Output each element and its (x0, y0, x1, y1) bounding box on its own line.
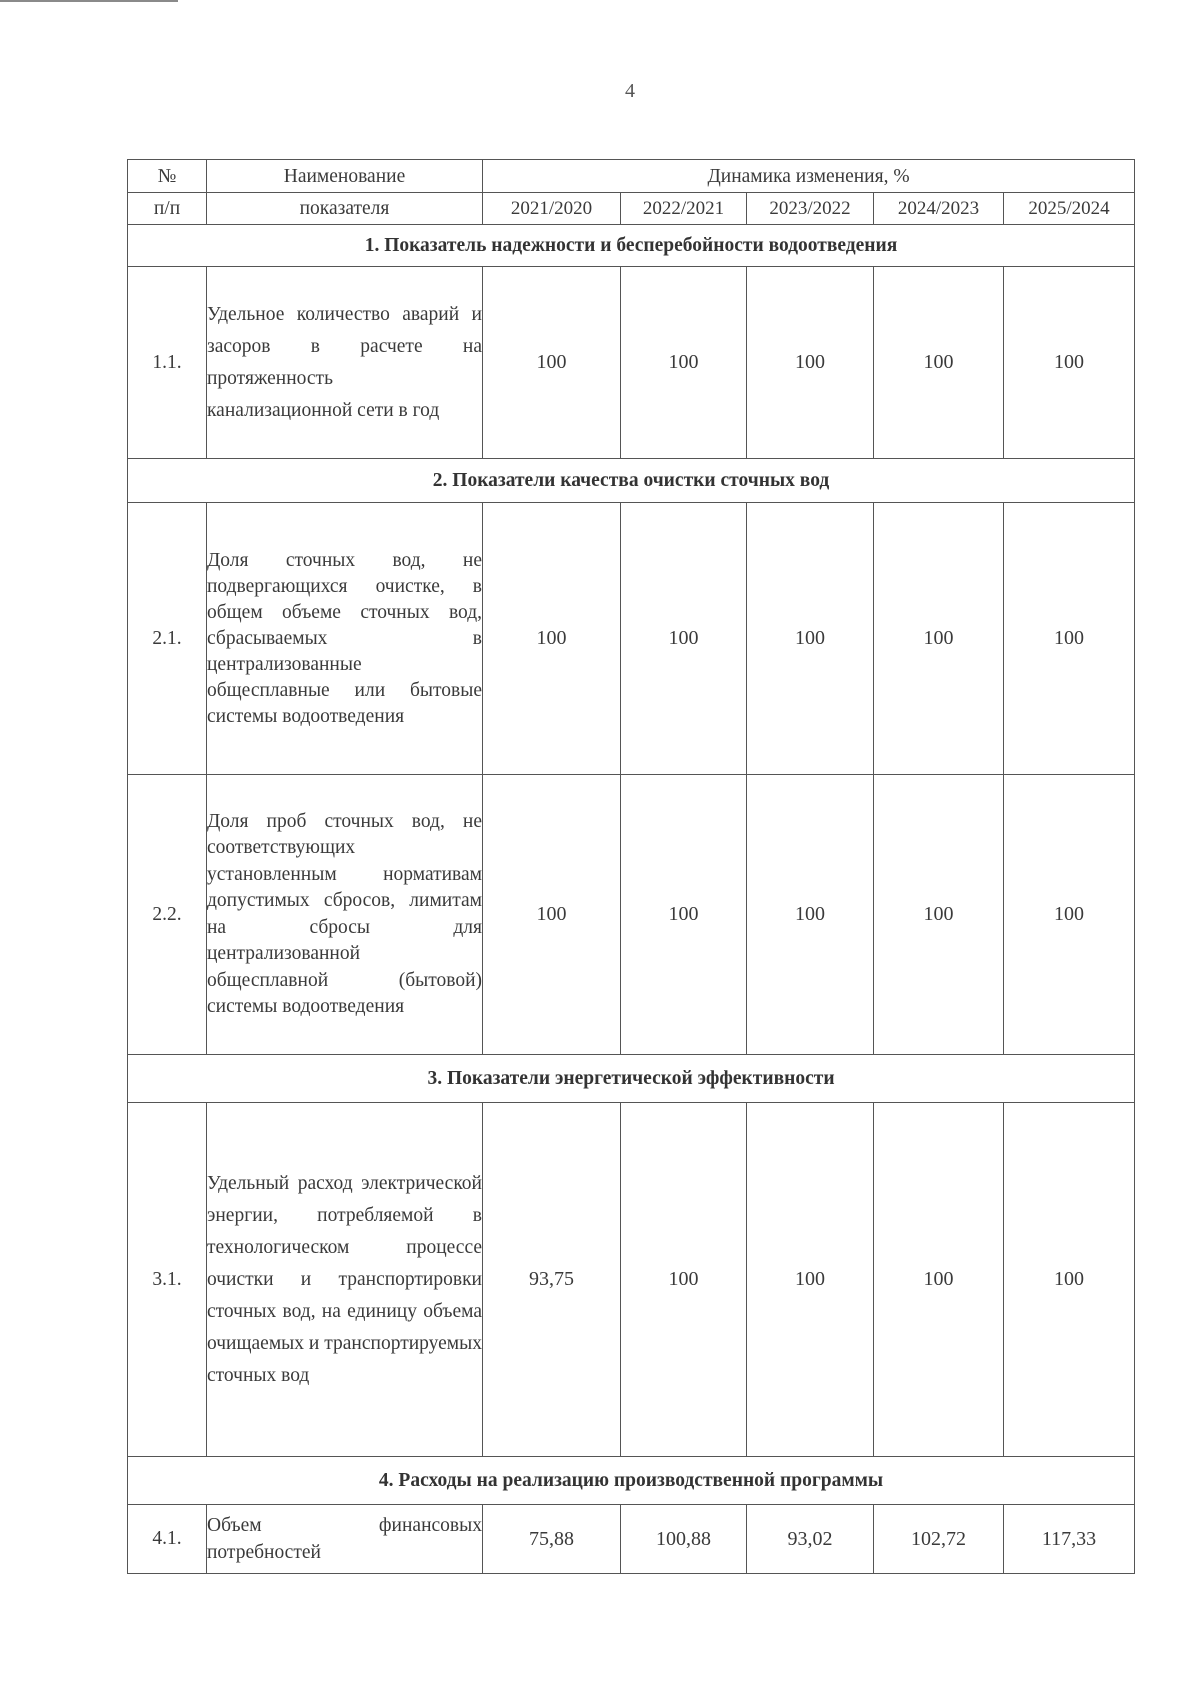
dynamics-value: 100 (747, 775, 874, 1055)
dynamics-value: 100 (874, 267, 1004, 459)
dynamics-value: 100 (483, 503, 621, 775)
indicator-name: Удельный расход электрической энергии, потребляемой в технологическом процессе очистки и транспортировки сточных вод, на единицу объема очищаемых и транспортируемых сточных вод (207, 1172, 482, 1386)
dynamics-value: 100 (621, 775, 747, 1055)
table-row (128, 503, 1135, 775)
header-name: Наименование (207, 160, 483, 193)
section-title: 3. Показатели энергетической эффективности (128, 1055, 1135, 1103)
dynamics-value: 93,02 (747, 1505, 874, 1574)
header-year: 2021/2020 (483, 193, 621, 225)
dynamics-value: 100,88 (621, 1505, 747, 1574)
section-row (128, 459, 1135, 503)
header-num: № (128, 160, 207, 193)
table-row (128, 1103, 1135, 1457)
dynamics-value: 100 (747, 503, 874, 775)
dynamics-value: 100 (621, 1103, 747, 1457)
dynamics-value: 102,72 (874, 1505, 1004, 1574)
dynamics-value: 100 (483, 775, 621, 1055)
section-title: 4. Расходы на реализацию производственной программы (128, 1457, 1135, 1505)
header-year: 2025/2024 (1004, 193, 1135, 225)
dynamics-value: 93,75 (483, 1103, 621, 1457)
table-row (128, 267, 1135, 459)
indicator-name: Доля сточных вод, не подвергающихся очистке, в общем объеме сточных вод, сбрасываемых в централизованные общесплавные или бытовые системы водоотведения (207, 549, 482, 727)
row-number: 4.1. (128, 1505, 207, 1574)
header-dynamics: Динамика изменения, % (483, 160, 1135, 193)
dynamics-value: 117,33 (1004, 1505, 1135, 1574)
header-year: 2023/2022 (747, 193, 874, 225)
dynamics-value: 100 (874, 775, 1004, 1055)
indicator-name: Объем финансовых потребностей (207, 1515, 482, 1563)
indicator-name-cell (207, 775, 483, 1055)
section-row (128, 1457, 1135, 1505)
row-number: 2.1. (128, 503, 207, 775)
table-row (128, 1505, 1135, 1574)
dynamics-value: 100 (1004, 1103, 1135, 1457)
dynamics-value: 100 (621, 267, 747, 459)
section-row (128, 225, 1135, 267)
indicator-name: Доля проб сточных вод, не соответствующих установленным нормативам допустимых сбросов, лимитам на сбросы для централизованной общесплавной (бытовой) системы водоотведения (207, 810, 482, 1017)
indicator-name-cell (207, 503, 483, 775)
row-number: 2.2. (128, 775, 207, 1055)
indicator-name-cell (207, 1103, 483, 1457)
section-row (128, 1055, 1135, 1103)
indicators-table (127, 159, 1135, 1574)
dynamics-value: 100 (483, 267, 621, 459)
dynamics-value: 100 (1004, 267, 1135, 459)
dynamics-value: 100 (874, 1103, 1004, 1457)
header-name-sub: показателя (207, 193, 483, 225)
header-year: 2024/2023 (874, 193, 1004, 225)
header-year: 2022/2021 (621, 193, 747, 225)
section-title: 1. Показатель надежности и бесперебойности водоотведения (128, 225, 1135, 267)
dynamics-value: 75,88 (483, 1505, 621, 1574)
dynamics-value: 100 (747, 1103, 874, 1457)
row-number: 1.1. (128, 267, 207, 459)
indicator-name-cell (207, 267, 483, 459)
indicator-name-cell (207, 1505, 483, 1574)
scan-edge-mark (0, 0, 178, 2)
dynamics-value: 100 (1004, 503, 1135, 775)
dynamics-value: 100 (747, 267, 874, 459)
page-number: 4 (625, 80, 635, 102)
header-num-sub: п/п (128, 193, 207, 225)
table-row (128, 775, 1135, 1055)
dynamics-value: 100 (621, 503, 747, 775)
section-title: 2. Показатели качества очистки сточных вод (128, 459, 1135, 503)
indicator-name: Удельное количество аварий и засоров в расчете на протяженность канализационной сети в год (207, 303, 482, 421)
dynamics-value: 100 (1004, 775, 1135, 1055)
row-number: 3.1. (128, 1103, 207, 1457)
dynamics-value: 100 (874, 503, 1004, 775)
